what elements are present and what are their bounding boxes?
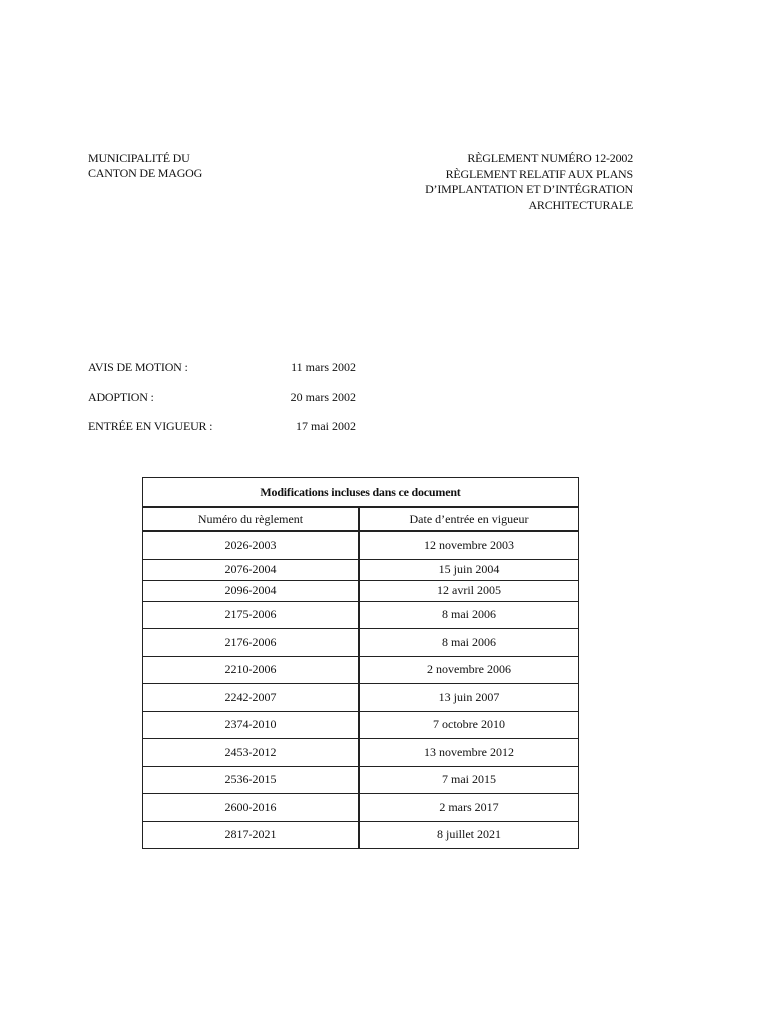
table-row: [143, 559, 579, 580]
regulation-number-cell: 2453-2012: [143, 739, 360, 767]
regulation-line-1: RÈGLEMENT NUMÉRO 12-2002: [467, 151, 633, 165]
table-row: [143, 821, 579, 849]
regulation-number-cell: 2374-2010: [143, 711, 360, 739]
table-row: [143, 711, 579, 739]
effective-date-cell: 8 mai 2006: [359, 601, 579, 629]
effective-date-cell: 8 juillet 2021: [359, 821, 579, 849]
municipality-line-1: MUNICIPALITÉ DU: [88, 151, 190, 165]
regulation-line-2: RÈGLEMENT RELATIF AUX PLANS: [445, 166, 633, 181]
regulation-number-cell: 2026-2003: [143, 531, 360, 559]
table-row: [143, 580, 579, 601]
date-value: 11 mars 2002: [291, 360, 356, 374]
municipality-line-2: CANTON DE MAGOG: [88, 166, 203, 180]
table-row: [143, 656, 579, 684]
table-row: [143, 684, 579, 712]
regulation-number-cell: 2242-2007: [143, 684, 360, 712]
regulation-number-cell: 2210-2006: [143, 656, 360, 684]
regulation-number-cell: 2600-2016: [143, 794, 360, 822]
effective-date-cell: 7 octobre 2010: [359, 711, 579, 739]
effective-date-cell: 13 juin 2007: [359, 684, 579, 712]
date-label: ENTRÉE EN VIGUEUR :: [88, 419, 213, 433]
effective-date-cell: 8 mai 2006: [359, 629, 579, 657]
column-header-effective-date: Date d’entrée en vigueur: [359, 507, 579, 531]
table-row: [143, 794, 579, 822]
date-label: ADOPTION :: [88, 389, 154, 404]
regulation-number-cell: 2176-2006: [143, 629, 360, 657]
table-row: [143, 766, 579, 794]
effective-date-cell: 7 mai 2015: [359, 766, 579, 794]
effective-date-cell: 15 juin 2004: [359, 559, 579, 580]
date-row-effective: [88, 419, 358, 449]
effective-date-cell: 12 avril 2005: [359, 580, 579, 601]
date-row-notice-of-motion: [88, 360, 358, 390]
regulation-number-cell: 2536-2015: [143, 766, 360, 794]
regulation-number-cell: 2817-2021: [143, 821, 360, 849]
regulation-line-4: ARCHITECTURALE: [528, 197, 633, 212]
column-header-regulation-number: Numéro du règlement: [143, 507, 360, 531]
table-row: [143, 739, 579, 767]
date-label: AVIS DE MOTION :: [88, 360, 188, 374]
table-row: [143, 629, 579, 657]
regulation-number-cell: 2096-2004: [143, 580, 360, 601]
effective-date-cell: 2 novembre 2006: [359, 656, 579, 684]
regulation-number-cell: 2175-2006: [143, 601, 360, 629]
table-row: [143, 531, 579, 559]
key-dates: [88, 360, 358, 449]
regulation-header: [425, 151, 633, 213]
date-value: 17 mai 2002: [296, 419, 356, 433]
date-row-adoption: [88, 390, 358, 420]
municipality-header: [88, 151, 202, 181]
effective-date-cell: 13 novembre 2012: [359, 739, 579, 767]
table-title: Modifications incluses dans ce document: [143, 478, 579, 508]
date-value: 20 mars 2002: [290, 389, 356, 404]
effective-date-cell: 2 mars 2017: [359, 794, 579, 822]
table-row: [143, 601, 579, 629]
regulation-line-3: D’IMPLANTATION ET D’INTÉGRATION: [425, 182, 633, 196]
regulation-number-cell: 2076-2004: [143, 559, 360, 580]
effective-date-cell: 12 novembre 2003: [359, 531, 579, 559]
modifications-table: [142, 477, 579, 849]
